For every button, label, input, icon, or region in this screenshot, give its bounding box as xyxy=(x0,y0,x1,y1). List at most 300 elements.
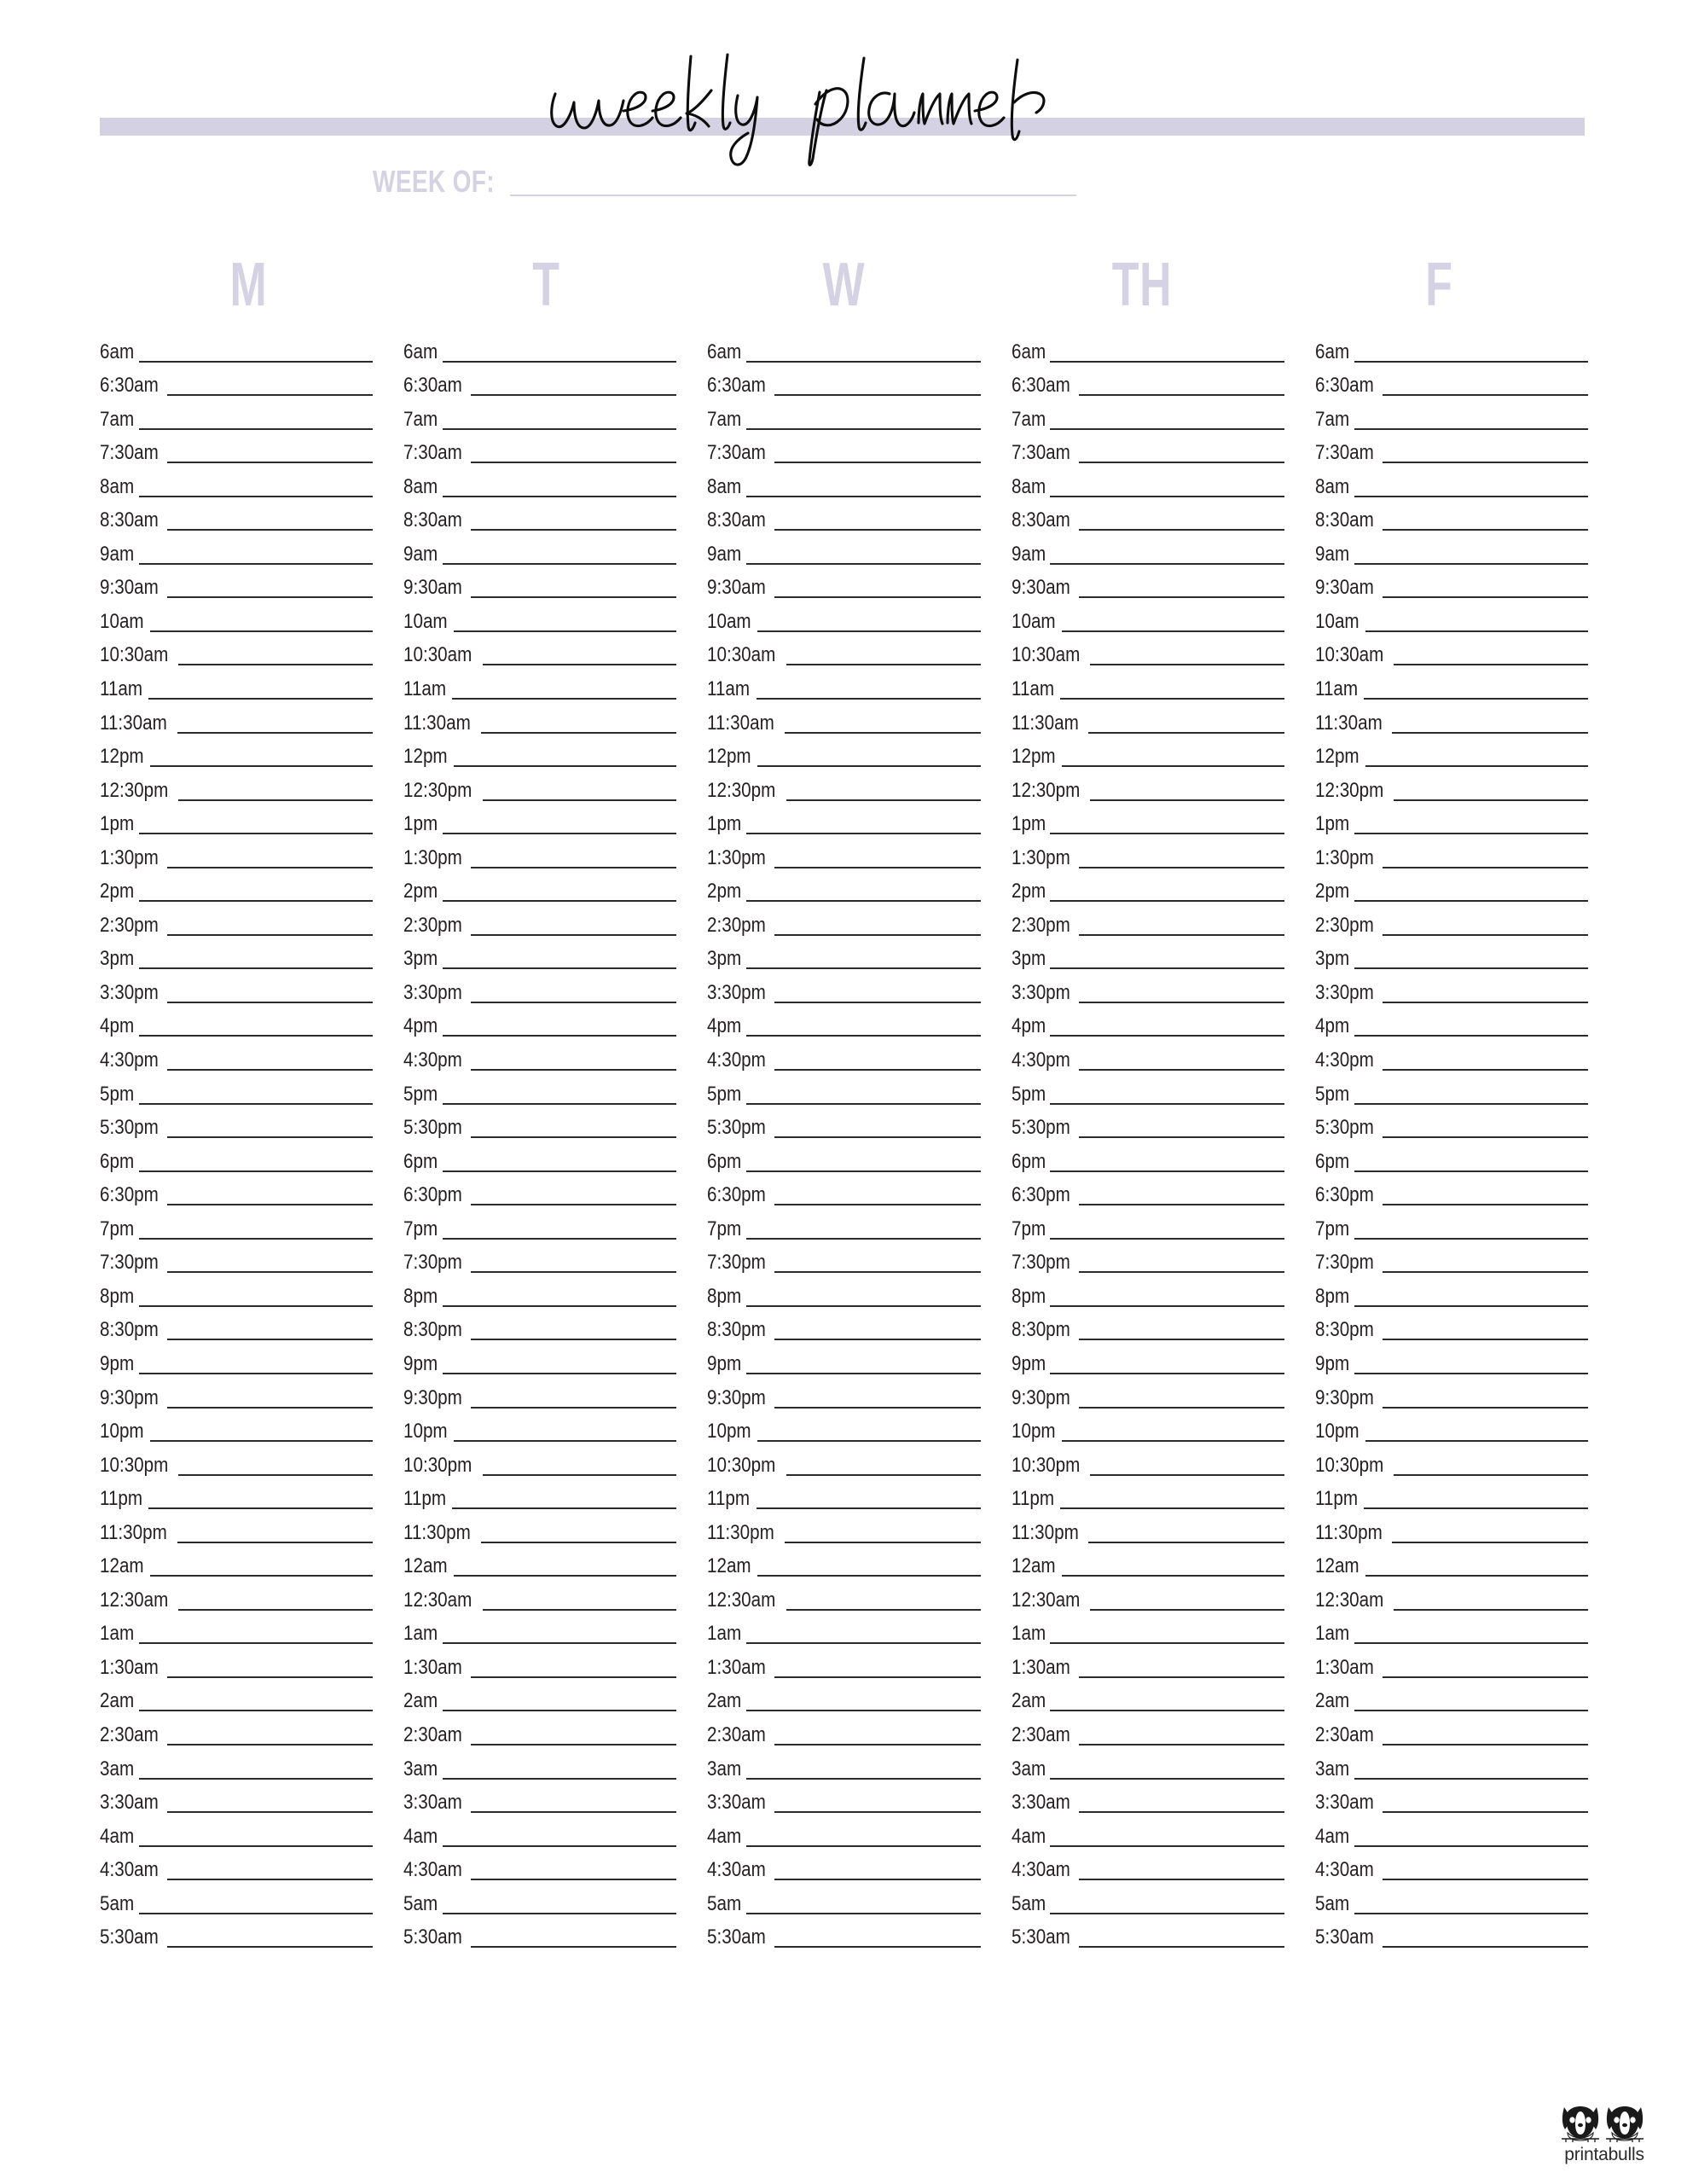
time-slot[interactable] xyxy=(403,1482,676,1516)
time-slot[interactable] xyxy=(403,1414,676,1449)
time-slot-write-line[interactable] xyxy=(167,529,373,531)
time-slot-write-line[interactable] xyxy=(1365,765,1588,767)
time-slot[interactable] xyxy=(1315,1279,1588,1313)
time-slot-write-line[interactable] xyxy=(1090,664,1284,665)
time-slot-write-line[interactable] xyxy=(1060,698,1284,700)
time-slot[interactable] xyxy=(1315,1786,1588,1820)
time-slot-write-line[interactable] xyxy=(471,1136,676,1138)
time-slot-write-line[interactable] xyxy=(1383,934,1588,936)
time-slot[interactable] xyxy=(1012,1313,1284,1347)
time-slot[interactable] xyxy=(707,436,980,470)
time-slot[interactable] xyxy=(403,908,676,942)
time-slot[interactable] xyxy=(403,1111,676,1145)
time-slot-write-line[interactable] xyxy=(774,1271,980,1273)
time-slot[interactable] xyxy=(403,1211,676,1246)
time-slot[interactable] xyxy=(1315,469,1588,503)
time-slot-write-line[interactable] xyxy=(1050,1710,1284,1711)
time-slot[interactable] xyxy=(403,807,676,841)
time-slot-write-line[interactable] xyxy=(443,1913,677,1914)
time-slot[interactable] xyxy=(1315,1583,1588,1617)
time-slot-write-line[interactable] xyxy=(746,1238,981,1240)
time-slot-write-line[interactable] xyxy=(443,1778,677,1780)
time-slot-write-line[interactable] xyxy=(1079,1879,1284,1880)
time-slot[interactable] xyxy=(707,604,980,638)
time-slot-write-line[interactable] xyxy=(139,1170,374,1172)
time-slot-write-line[interactable] xyxy=(167,1271,373,1273)
time-slot[interactable] xyxy=(1012,975,1284,1009)
time-slot-write-line[interactable] xyxy=(774,1339,980,1340)
time-slot-write-line[interactable] xyxy=(139,1845,374,1847)
time-slot-write-line[interactable] xyxy=(1354,1778,1589,1780)
time-slot-write-line[interactable] xyxy=(471,1204,676,1205)
time-slot-write-line[interactable] xyxy=(139,1373,374,1374)
time-slot[interactable] xyxy=(1012,1111,1284,1145)
time-slot-write-line[interactable] xyxy=(1394,799,1588,801)
time-slot-write-line[interactable] xyxy=(454,630,676,632)
time-slot[interactable] xyxy=(1012,1346,1284,1380)
time-slot-write-line[interactable] xyxy=(746,1373,981,1374)
time-slot-write-line[interactable] xyxy=(471,934,676,936)
time-slot-write-line[interactable] xyxy=(1079,1676,1284,1678)
time-slot[interactable] xyxy=(1012,1684,1284,1718)
time-slot-write-line[interactable] xyxy=(1354,1845,1589,1847)
time-slot[interactable] xyxy=(403,706,676,740)
time-slot[interactable] xyxy=(403,1717,676,1751)
time-slot[interactable] xyxy=(1315,1684,1588,1718)
time-slot[interactable] xyxy=(707,334,980,369)
time-slot[interactable] xyxy=(100,840,373,874)
time-slot[interactable] xyxy=(707,1414,980,1449)
time-slot-write-line[interactable] xyxy=(1394,664,1588,665)
time-slot-write-line[interactable] xyxy=(150,1440,373,1442)
time-slot-write-line[interactable] xyxy=(1383,1946,1588,1948)
time-slot-write-line[interactable] xyxy=(1050,1305,1284,1307)
time-slot-write-line[interactable] xyxy=(746,1845,981,1847)
time-slot-write-line[interactable] xyxy=(483,1474,677,1476)
time-slot-write-line[interactable] xyxy=(139,967,374,969)
time-slot[interactable] xyxy=(100,874,373,909)
time-slot[interactable] xyxy=(1315,1549,1588,1583)
time-slot-write-line[interactable] xyxy=(471,1407,676,1409)
time-slot[interactable] xyxy=(707,1549,980,1583)
time-slot[interactable] xyxy=(100,571,373,605)
time-slot[interactable] xyxy=(1315,1211,1588,1246)
time-slot[interactable] xyxy=(1012,908,1284,942)
time-slot-write-line[interactable] xyxy=(139,428,374,430)
time-slot[interactable] xyxy=(707,874,980,909)
time-slot[interactable] xyxy=(1315,874,1588,909)
time-slot-write-line[interactable] xyxy=(167,1002,373,1003)
time-slot[interactable] xyxy=(403,1583,676,1617)
time-slot[interactable] xyxy=(707,1448,980,1482)
time-slot-write-line[interactable] xyxy=(1079,1811,1284,1813)
time-slot-write-line[interactable] xyxy=(1050,1170,1284,1172)
time-slot-write-line[interactable] xyxy=(1383,1879,1588,1880)
time-slot[interactable] xyxy=(707,1515,980,1549)
time-slot[interactable] xyxy=(100,706,373,740)
time-slot-write-line[interactable] xyxy=(746,900,981,902)
time-slot[interactable] xyxy=(1315,1482,1588,1516)
time-slot-write-line[interactable] xyxy=(483,1609,677,1611)
time-slot[interactable] xyxy=(1315,369,1588,403)
time-slot-write-line[interactable] xyxy=(757,1507,981,1509)
time-slot-write-line[interactable] xyxy=(757,1575,980,1577)
time-slot[interactable] xyxy=(1012,1144,1284,1178)
time-slot-write-line[interactable] xyxy=(1050,1373,1284,1374)
week-of-input-rule[interactable] xyxy=(510,195,1076,196)
time-slot-write-line[interactable] xyxy=(1088,732,1284,734)
time-slot[interactable] xyxy=(403,1448,676,1482)
time-slot-write-line[interactable] xyxy=(167,1069,373,1071)
time-slot-write-line[interactable] xyxy=(1383,529,1588,531)
time-slot-write-line[interactable] xyxy=(1354,900,1589,902)
time-slot[interactable] xyxy=(1012,638,1284,672)
time-slot[interactable] xyxy=(1315,1617,1588,1651)
time-slot[interactable] xyxy=(403,402,676,436)
time-slot[interactable] xyxy=(100,1717,373,1751)
time-slot[interactable] xyxy=(403,942,676,976)
time-slot-write-line[interactable] xyxy=(471,1744,676,1745)
time-slot-write-line[interactable] xyxy=(1383,462,1588,463)
time-slot-write-line[interactable] xyxy=(1354,496,1589,497)
time-slot[interactable] xyxy=(1315,1380,1588,1414)
time-slot-write-line[interactable] xyxy=(1050,1238,1284,1240)
time-slot-write-line[interactable] xyxy=(1050,1642,1284,1644)
time-slot[interactable] xyxy=(100,1684,373,1718)
time-slot-write-line[interactable] xyxy=(1383,1069,1588,1071)
time-slot-write-line[interactable] xyxy=(1079,867,1284,868)
time-slot-write-line[interactable] xyxy=(1050,428,1284,430)
time-slot[interactable] xyxy=(707,537,980,571)
time-slot-write-line[interactable] xyxy=(786,664,981,665)
time-slot-write-line[interactable] xyxy=(1364,698,1588,700)
time-slot[interactable] xyxy=(403,1144,676,1178)
time-slot-write-line[interactable] xyxy=(1050,361,1284,363)
time-slot[interactable] xyxy=(100,807,373,841)
time-slot[interactable] xyxy=(100,1819,373,1853)
time-slot-write-line[interactable] xyxy=(139,1238,374,1240)
time-slot-write-line[interactable] xyxy=(786,799,981,801)
time-slot[interactable] xyxy=(100,773,373,807)
time-slot[interactable] xyxy=(100,1886,373,1920)
time-slot-write-line[interactable] xyxy=(471,1339,676,1340)
time-slot[interactable] xyxy=(1012,1043,1284,1077)
time-slot[interactable] xyxy=(100,1448,373,1482)
time-slot-write-line[interactable] xyxy=(471,1811,676,1813)
time-slot[interactable] xyxy=(100,1853,373,1887)
time-slot[interactable] xyxy=(707,908,980,942)
time-slot-write-line[interactable] xyxy=(167,1407,373,1409)
time-slot-write-line[interactable] xyxy=(746,1913,981,1914)
time-slot[interactable] xyxy=(1315,671,1588,706)
time-slot-write-line[interactable] xyxy=(774,867,980,868)
time-slot-write-line[interactable] xyxy=(1079,529,1284,531)
time-slot[interactable] xyxy=(403,1549,676,1583)
time-slot-write-line[interactable] xyxy=(1383,1407,1588,1409)
time-slot-write-line[interactable] xyxy=(443,1035,677,1037)
time-slot-write-line[interactable] xyxy=(1354,1305,1589,1307)
time-slot-write-line[interactable] xyxy=(454,1575,676,1577)
time-slot-write-line[interactable] xyxy=(139,361,374,363)
time-slot[interactable] xyxy=(1012,1920,1284,1955)
time-slot-write-line[interactable] xyxy=(481,732,677,734)
time-slot-write-line[interactable] xyxy=(167,462,373,463)
time-slot-write-line[interactable] xyxy=(150,630,373,632)
time-slot[interactable] xyxy=(1012,1515,1284,1549)
time-slot[interactable] xyxy=(403,1043,676,1077)
time-slot-write-line[interactable] xyxy=(139,1305,374,1307)
time-slot-write-line[interactable] xyxy=(1079,1069,1284,1071)
time-slot-write-line[interactable] xyxy=(167,596,373,598)
time-slot[interactable] xyxy=(1012,1853,1284,1887)
time-slot[interactable] xyxy=(403,1650,676,1684)
time-slot-write-line[interactable] xyxy=(443,1845,677,1847)
time-slot[interactable] xyxy=(707,1144,980,1178)
time-slot-write-line[interactable] xyxy=(1354,1373,1589,1374)
time-slot-write-line[interactable] xyxy=(746,1103,981,1105)
time-slot[interactable] xyxy=(1012,469,1284,503)
time-slot[interactable] xyxy=(1012,1819,1284,1853)
time-slot-write-line[interactable] xyxy=(167,1879,373,1880)
time-slot-write-line[interactable] xyxy=(1383,867,1588,868)
time-slot-write-line[interactable] xyxy=(471,1069,676,1071)
time-slot-write-line[interactable] xyxy=(443,900,677,902)
time-slot[interactable] xyxy=(100,1751,373,1786)
time-slot[interactable] xyxy=(100,369,373,403)
time-slot-write-line[interactable] xyxy=(1354,1103,1589,1105)
time-slot-write-line[interactable] xyxy=(757,698,981,700)
time-slot-write-line[interactable] xyxy=(746,496,981,497)
time-slot-write-line[interactable] xyxy=(746,1642,981,1644)
time-slot-write-line[interactable] xyxy=(1354,563,1589,565)
time-slot[interactable] xyxy=(403,1178,676,1212)
time-slot-write-line[interactable] xyxy=(1079,596,1284,598)
time-slot[interactable] xyxy=(1315,942,1588,976)
time-slot-write-line[interactable] xyxy=(139,833,374,834)
time-slot[interactable] xyxy=(1012,1279,1284,1313)
time-slot[interactable] xyxy=(100,1111,373,1145)
time-slot-write-line[interactable] xyxy=(774,1407,980,1409)
time-slot-write-line[interactable] xyxy=(1383,1811,1588,1813)
time-slot[interactable] xyxy=(100,740,373,774)
time-slot-write-line[interactable] xyxy=(1079,934,1284,936)
time-slot-write-line[interactable] xyxy=(1079,1136,1284,1138)
time-slot-write-line[interactable] xyxy=(1354,1913,1589,1914)
week-of-field[interactable] xyxy=(373,160,1076,201)
time-slot-write-line[interactable] xyxy=(454,1440,676,1442)
time-slot-write-line[interactable] xyxy=(1079,1744,1284,1745)
time-slot[interactable] xyxy=(100,334,373,369)
time-slot[interactable] xyxy=(707,1684,980,1718)
time-slot[interactable] xyxy=(707,1717,980,1751)
time-slot[interactable] xyxy=(100,671,373,706)
time-slot[interactable] xyxy=(403,671,676,706)
time-slot-write-line[interactable] xyxy=(481,1542,677,1543)
time-slot[interactable] xyxy=(403,369,676,403)
time-slot[interactable] xyxy=(1012,1246,1284,1280)
time-slot-write-line[interactable] xyxy=(150,765,373,767)
time-slot-write-line[interactable] xyxy=(483,664,677,665)
time-slot[interactable] xyxy=(1012,402,1284,436)
time-slot-write-line[interactable] xyxy=(139,1778,374,1780)
time-slot[interactable] xyxy=(1012,1380,1284,1414)
time-slot-write-line[interactable] xyxy=(774,596,980,598)
time-slot-write-line[interactable] xyxy=(774,1744,980,1745)
time-slot[interactable] xyxy=(1012,671,1284,706)
time-slot[interactable] xyxy=(403,1009,676,1043)
time-slot-write-line[interactable] xyxy=(1383,1002,1588,1003)
time-slot[interactable] xyxy=(1012,571,1284,605)
time-slot[interactable] xyxy=(100,1583,373,1617)
time-slot[interactable] xyxy=(100,436,373,470)
time-slot-write-line[interactable] xyxy=(443,967,677,969)
time-slot[interactable] xyxy=(1012,1009,1284,1043)
time-slot[interactable] xyxy=(707,503,980,537)
time-slot[interactable] xyxy=(403,740,676,774)
time-slot[interactable] xyxy=(1012,1751,1284,1786)
time-slot-write-line[interactable] xyxy=(167,934,373,936)
time-slot[interactable] xyxy=(1012,1786,1284,1820)
time-slot-write-line[interactable] xyxy=(139,1035,374,1037)
time-slot-write-line[interactable] xyxy=(1050,563,1284,565)
time-slot-write-line[interactable] xyxy=(746,1305,981,1307)
time-slot[interactable] xyxy=(1012,874,1284,909)
time-slot-write-line[interactable] xyxy=(1354,967,1589,969)
time-slot[interactable] xyxy=(100,1650,373,1684)
time-slot[interactable] xyxy=(707,1279,980,1313)
time-slot-write-line[interactable] xyxy=(774,462,980,463)
time-slot[interactable] xyxy=(707,402,980,436)
time-slot-write-line[interactable] xyxy=(1062,765,1284,767)
time-slot-write-line[interactable] xyxy=(746,361,981,363)
time-slot[interactable] xyxy=(1315,1853,1588,1887)
time-slot[interactable] xyxy=(403,638,676,672)
time-slot[interactable] xyxy=(1315,740,1588,774)
time-slot[interactable] xyxy=(403,1751,676,1786)
time-slot-write-line[interactable] xyxy=(1392,1542,1588,1543)
time-slot-write-line[interactable] xyxy=(774,934,980,936)
time-slot-write-line[interactable] xyxy=(1354,1710,1589,1711)
time-slot[interactable] xyxy=(100,942,373,976)
time-slot-write-line[interactable] xyxy=(1365,1440,1588,1442)
time-slot[interactable] xyxy=(1315,1144,1588,1178)
time-slot[interactable] xyxy=(707,638,980,672)
time-slot[interactable] xyxy=(707,1043,980,1077)
time-slot-write-line[interactable] xyxy=(1383,1676,1588,1678)
time-slot-write-line[interactable] xyxy=(471,1676,676,1678)
time-slot[interactable] xyxy=(100,469,373,503)
time-slot[interactable] xyxy=(1315,1246,1588,1280)
time-slot-write-line[interactable] xyxy=(483,799,677,801)
time-slot-write-line[interactable] xyxy=(1383,1136,1588,1138)
time-slot[interactable] xyxy=(1315,807,1588,841)
time-slot-write-line[interactable] xyxy=(178,799,373,801)
time-slot[interactable] xyxy=(403,1920,676,1955)
time-slot[interactable] xyxy=(1315,773,1588,807)
time-slot[interactable] xyxy=(403,1380,676,1414)
time-slot-write-line[interactable] xyxy=(1354,833,1589,834)
time-slot[interactable] xyxy=(403,1346,676,1380)
time-slot[interactable] xyxy=(707,1786,980,1820)
time-slot-write-line[interactable] xyxy=(1062,1575,1284,1577)
time-slot[interactable] xyxy=(1012,1178,1284,1212)
time-slot[interactable] xyxy=(1315,908,1588,942)
time-slot[interactable] xyxy=(100,1144,373,1178)
time-slot[interactable] xyxy=(1315,1077,1588,1111)
time-slot[interactable] xyxy=(1012,1448,1284,1482)
time-slot[interactable] xyxy=(1315,1920,1588,1955)
time-slot[interactable] xyxy=(1315,1886,1588,1920)
time-slot[interactable] xyxy=(707,369,980,403)
time-slot[interactable] xyxy=(403,503,676,537)
time-slot-write-line[interactable] xyxy=(1365,1575,1588,1577)
time-slot-write-line[interactable] xyxy=(1354,361,1589,363)
time-slot[interactable] xyxy=(100,1482,373,1516)
time-slot[interactable] xyxy=(100,1077,373,1111)
time-slot-write-line[interactable] xyxy=(167,1744,373,1745)
time-slot[interactable] xyxy=(1012,503,1284,537)
time-slot-write-line[interactable] xyxy=(167,1946,373,1948)
time-slot-write-line[interactable] xyxy=(452,1507,676,1509)
time-slot-write-line[interactable] xyxy=(1050,967,1284,969)
time-slot[interactable] xyxy=(100,402,373,436)
time-slot[interactable] xyxy=(100,1313,373,1347)
time-slot[interactable] xyxy=(403,1819,676,1853)
time-slot[interactable] xyxy=(707,1211,980,1246)
time-slot[interactable] xyxy=(707,1077,980,1111)
time-slot-write-line[interactable] xyxy=(1383,1744,1588,1745)
time-slot[interactable] xyxy=(1315,334,1588,369)
time-slot-write-line[interactable] xyxy=(452,698,676,700)
time-slot-write-line[interactable] xyxy=(746,563,981,565)
time-slot[interactable] xyxy=(403,436,676,470)
time-slot-write-line[interactable] xyxy=(774,1946,980,1948)
time-slot[interactable] xyxy=(1012,1650,1284,1684)
time-slot[interactable] xyxy=(707,1920,980,1955)
time-slot-write-line[interactable] xyxy=(1050,1913,1284,1914)
time-slot-write-line[interactable] xyxy=(746,1170,981,1172)
time-slot[interactable] xyxy=(1315,571,1588,605)
time-slot-write-line[interactable] xyxy=(746,967,981,969)
time-slot[interactable] xyxy=(100,1009,373,1043)
time-slot-write-line[interactable] xyxy=(177,1542,374,1543)
time-slot[interactable] xyxy=(707,975,980,1009)
time-slot-write-line[interactable] xyxy=(167,1136,373,1138)
time-slot-write-line[interactable] xyxy=(443,1170,677,1172)
time-slot-write-line[interactable] xyxy=(774,1136,980,1138)
time-slot-write-line[interactable] xyxy=(785,732,981,734)
time-slot-write-line[interactable] xyxy=(746,1710,981,1711)
time-slot[interactable] xyxy=(707,942,980,976)
time-slot-write-line[interactable] xyxy=(746,428,981,430)
time-slot[interactable] xyxy=(100,1178,373,1212)
time-slot-write-line[interactable] xyxy=(1050,900,1284,902)
time-slot-write-line[interactable] xyxy=(774,1879,980,1880)
time-slot[interactable] xyxy=(1315,840,1588,874)
time-slot-write-line[interactable] xyxy=(1079,1407,1284,1409)
time-slot[interactable] xyxy=(1315,1009,1588,1043)
time-slot[interactable] xyxy=(1012,1482,1284,1516)
time-slot[interactable] xyxy=(100,1346,373,1380)
time-slot[interactable] xyxy=(403,1617,676,1651)
time-slot-write-line[interactable] xyxy=(443,1642,677,1644)
time-slot[interactable] xyxy=(100,638,373,672)
time-slot[interactable] xyxy=(403,773,676,807)
time-slot[interactable] xyxy=(1315,1313,1588,1347)
time-slot[interactable] xyxy=(403,874,676,909)
time-slot[interactable] xyxy=(1315,604,1588,638)
time-slot[interactable] xyxy=(1012,1077,1284,1111)
